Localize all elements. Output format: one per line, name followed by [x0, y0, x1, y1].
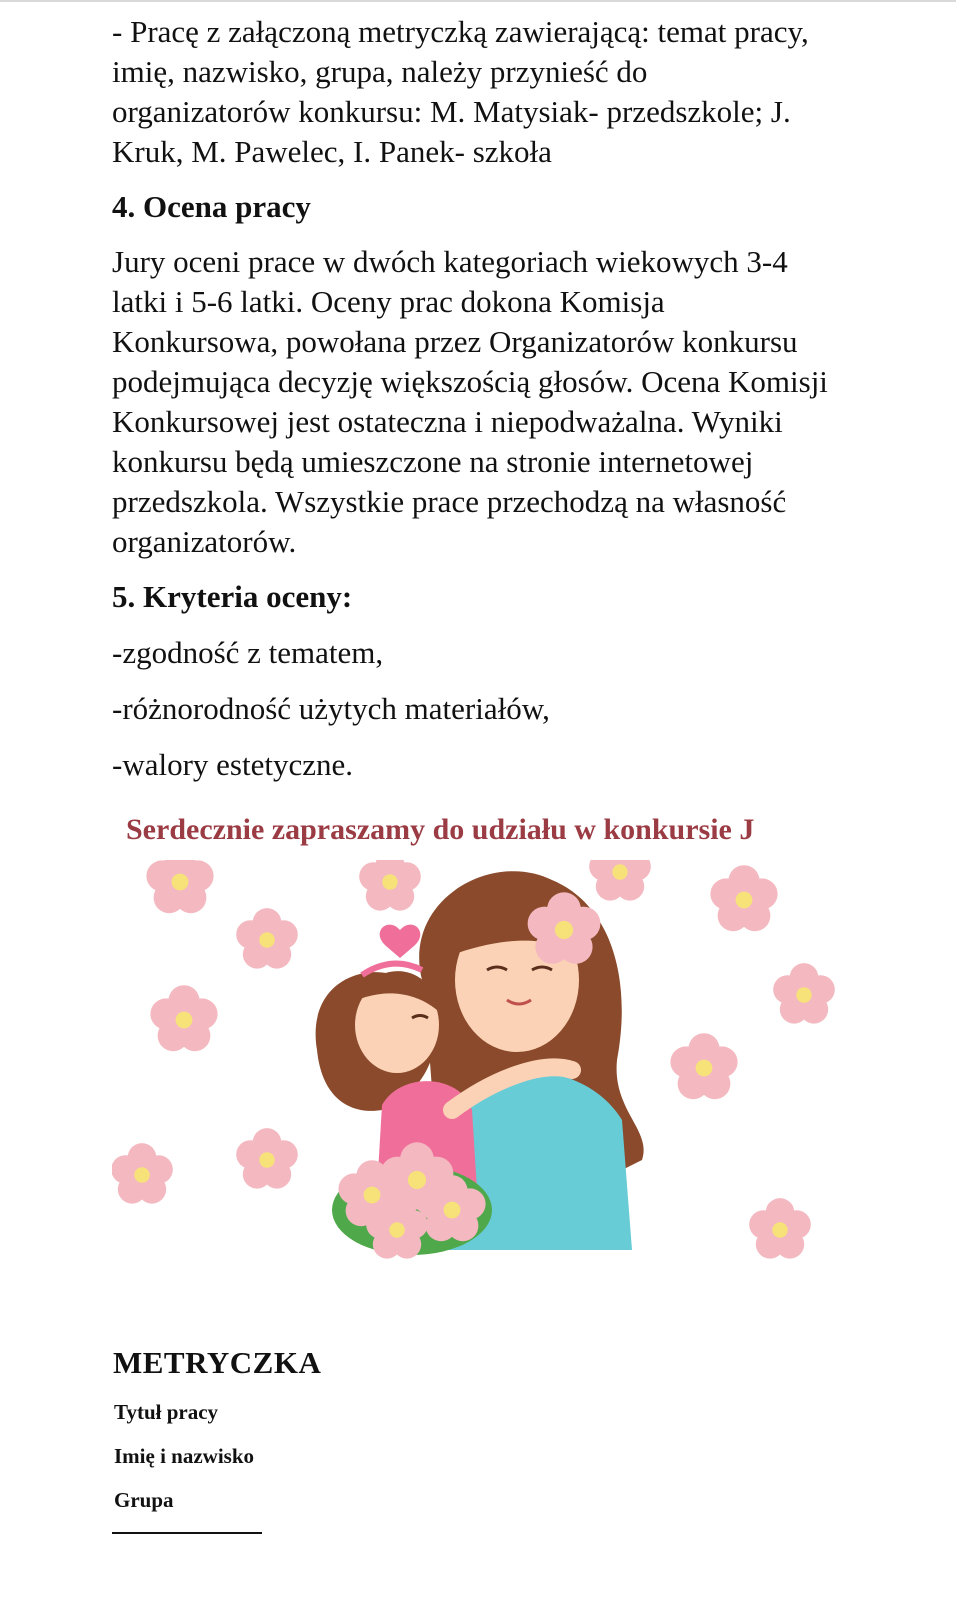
criterion-item: -walory estetyczne. [112, 747, 353, 782]
invitation-text: Serdecznie zapraszamy do udziału w konkursie J [126, 813, 755, 846]
metryczka-field: Imię i nazwisko [114, 1444, 255, 1468]
intro-paragraph: - Pracę z załączoną metryczką zawierającą: temat pracy, imię, nazwisko, grupa, należy przynieść do organizatorów konkursu: M. Matysiak- przedszkole; J. Kruk, M. Pawelec, I. Panek- szkoła [112, 14, 809, 169]
criterion-item: -różnorodność użytych materiałów, [112, 691, 550, 726]
signature-line [112, 1532, 262, 1534]
criterion-item: -zgodność z tematem, [112, 635, 384, 670]
metryczka-field: Tytuł pracy [114, 1400, 219, 1424]
mother-daughter-illustration [112, 860, 842, 1280]
metryczka-title: METRYCZKA [113, 1345, 322, 1380]
section-5-heading: 5. Kryteria oceny: [112, 579, 353, 614]
document-body [112, 12, 832, 801]
section-4-body: Jury oceni prace w dwóch kategoriach wiekowych 3-4 latki i 5-6 latki. Oceny prac dokona Komisja Konkursowa, powołana przez Organizatorów konkursu podejmująca decyzję większością głosów. Ocena Komisji Konkursowej jest ostateczna i niepodważalna. Wyniki konkursu będą umieszczone na stronie internetowej przedszkola. Wszystkie prace przechodzą na własność organizatorów. [112, 244, 828, 559]
metryczka-field: Grupa [114, 1488, 174, 1512]
top-border [0, 0, 956, 2]
section-4-heading: 4. Ocena pracy [112, 189, 311, 224]
